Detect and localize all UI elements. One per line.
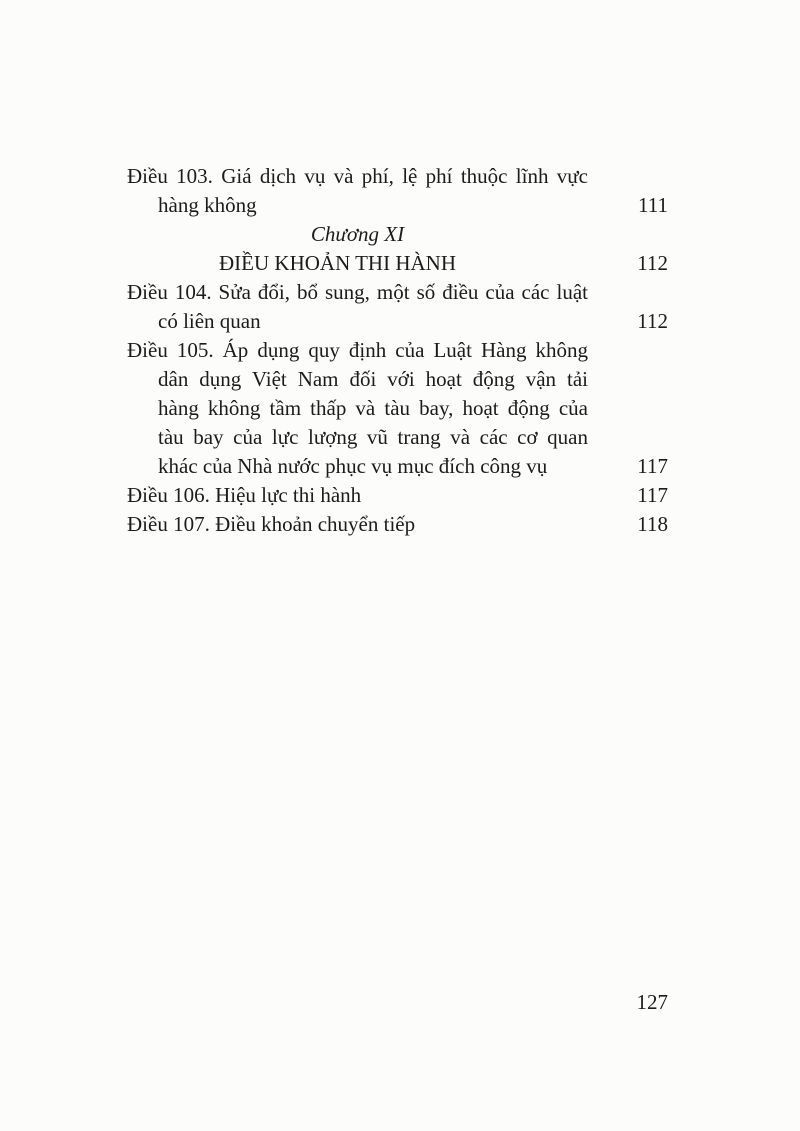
toc-page-number: 112	[637, 309, 668, 333]
toc	[127, 162, 668, 539]
toc-entry	[127, 336, 668, 481]
toc-entry-continuation-line: dân dụng Việt Nam đối với hoạt động vận tải	[158, 367, 588, 391]
toc-entry-text	[127, 336, 588, 481]
toc-chapter-entry	[127, 249, 668, 278]
toc-entry-continuation-line: khác của Nhà nước phục vụ mục đích công vụ	[158, 454, 548, 478]
toc-page-number: 118	[637, 512, 668, 536]
toc-page-number: 117	[637, 483, 668, 507]
toc-entry	[127, 481, 668, 510]
toc-entry-continuation-line: tàu bay của lực lượng vũ trang và các cơ quan	[158, 425, 588, 449]
toc-entry-first-line: Điều 107. Điều khoản chuyển tiếp	[127, 512, 416, 536]
toc-entry-continuation-line: hàng không tầm thấp và tàu bay, hoạt động của	[158, 396, 588, 420]
chapter-title: ĐIỀU KHOẢN THI HÀNH	[219, 251, 456, 275]
toc-entry	[127, 278, 668, 336]
toc-entry	[127, 162, 668, 220]
page-number: 127	[636, 990, 668, 1014]
toc-page-number: 112	[637, 251, 668, 275]
toc-entry-text	[127, 162, 588, 220]
toc-entry-continuation-line: có liên quan	[158, 309, 261, 333]
toc-entry-first-line: Điều 106. Hiệu lực thi hành	[127, 483, 362, 507]
toc-entry-text	[127, 481, 588, 510]
toc-entry-continuation-line: hàng không	[158, 193, 257, 217]
toc-entry-text	[127, 278, 588, 336]
toc-entry-first-line: Điều 103. Giá dịch vụ và phí, lệ phí thuộc lĩnh vực	[127, 164, 588, 188]
toc-page-number: 111	[638, 193, 668, 217]
toc-entry-text	[127, 510, 588, 539]
toc-page-number: 117	[637, 454, 668, 478]
chapter-label: Chương XI	[310, 222, 405, 246]
toc-entry-first-line: Điều 104. Sửa đổi, bổ sung, một số điều của các luật	[127, 280, 588, 304]
toc-entry-text	[127, 249, 588, 278]
toc-entry-first-line: Điều 105. Áp dụng quy định của Luật Hàng không	[127, 338, 588, 362]
toc-entry	[127, 510, 668, 539]
